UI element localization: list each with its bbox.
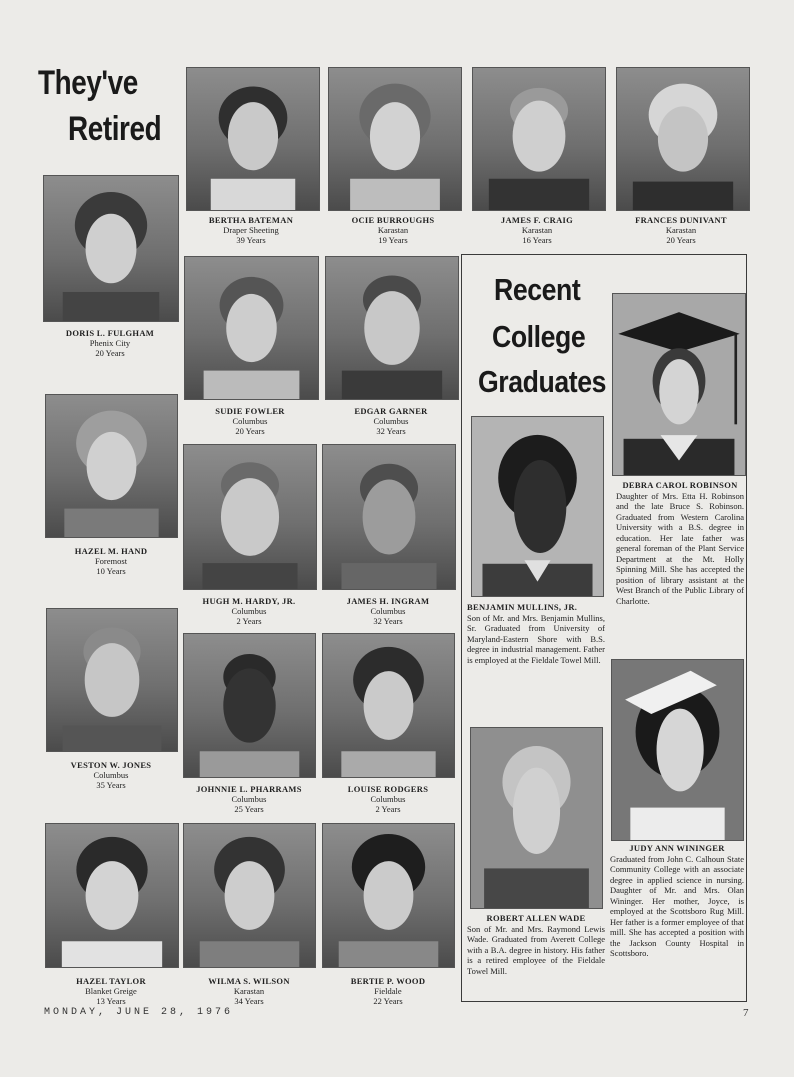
retiree-caption: BERTIE P. WOOD Fieldale 22 Years — [350, 976, 426, 1006]
graduate-name: ROBERT ALLEN WADE — [486, 913, 586, 923]
graduate-bio — [467, 913, 605, 976]
graduate-photo — [471, 416, 604, 597]
retiree-photo — [322, 823, 455, 968]
graduate-photo — [611, 659, 744, 841]
retiree-caption: DORIS L. FULGHAM Phenix City 20 Years — [65, 328, 155, 358]
retiree-photo — [322, 633, 455, 778]
graduates-heading-line1: Recent — [494, 272, 581, 307]
graduate-photo — [612, 293, 746, 476]
retiree-caption: JAMES F. CRAIG Karastan 16 Years — [500, 215, 574, 245]
retiree-caption: BERTHA BATEMAN Draper Sheeting 39 Years — [208, 215, 294, 245]
retiree-caption: HUGH M. HARDY, JR. Columbus 2 Years — [202, 596, 296, 626]
retired-heading-line2: Retired — [68, 110, 162, 148]
retiree-caption: FRANCES DUNIVANT Karastan 20 Years — [635, 215, 727, 245]
retiree-caption: HAZEL M. HAND Foremost 10 Years — [74, 546, 148, 576]
retiree-photo — [472, 67, 606, 211]
retired-heading-line1: They've — [38, 64, 138, 102]
retiree-photo — [184, 256, 319, 400]
retiree-photo — [45, 394, 178, 538]
graduate-name: DEBRA CAROL ROBINSON — [622, 480, 738, 490]
retiree-caption: VESTON W. JONES Columbus 35 Years — [70, 760, 152, 790]
retiree-caption: EDGAR GARNER Columbus 32 Years — [354, 406, 428, 436]
retiree-photo — [328, 67, 462, 211]
retiree-photo — [183, 444, 317, 590]
graduate-photo — [470, 727, 603, 909]
retiree-photo — [325, 256, 459, 400]
retiree-caption: JOHNNIE L. PHARRAMS Columbus 25 Years — [196, 784, 302, 814]
retiree-caption: OCIE BURROUGHS Karastan 19 Years — [351, 215, 435, 245]
retiree-photo — [183, 823, 316, 968]
retiree-photo — [616, 67, 750, 211]
graduates-heading-line2: College — [492, 319, 586, 354]
retiree-caption: JAMES H. INGRAM Columbus 32 Years — [346, 596, 430, 626]
graduate-bio-text: Daughter of Mrs. Etta H. Robinson and the late Bruce S. Robinson. Graduated from Western Carolina University with a B.S. degree in education. Her late father was general foreman of the Plant Service Department at the Mt. Holly Spinning Mill. She has accepted the position of library assistant at the West Branch of the Public Library of Charlotte. — [616, 490, 744, 606]
graduate-bio-text: Graduated from John C. Calhoun State Community College with an associate degree in applied science in nursing. Daughter of Mr. and Mrs. Olan Wininger. Her mother, Joyce, is employed at the Scottsboro Rug Mill. Her father is a former employee of that mill. She has accepted a position with the Jackson County Hospital in Scottsboro. — [610, 853, 744, 958]
graduates-heading-line3: Graduates — [478, 364, 607, 399]
retiree-caption: SUDIE FOWLER Columbus 20 Years — [215, 406, 285, 436]
retiree-photo — [186, 67, 320, 211]
issue-date: MONDAY, JUNE 28, 1976 — [44, 1007, 234, 1018]
graduate-name: JUDY ANN WININGER — [629, 843, 725, 853]
graduate-bio-text: Son of Mr. and Mrs. Raymond Lewis Wade. Graduated from Averett College with a B.A. degree in history. His father is a retired employee of the Fieldale Towel Mill. — [467, 923, 605, 976]
page-number: 7 — [743, 1007, 749, 1019]
retiree-caption: HAZEL TAYLOR Blanket Greige 13 Years — [76, 976, 146, 1006]
graduate-bio-text: Son of Mr. and Mrs. Benjamin Mullins, Sr. Graduated from University of Maryland-Eastern Shore with B.S. degree in industrial management. Father is employed at the Fieldale Towel Mill. — [467, 612, 605, 665]
retiree-photo — [183, 633, 316, 778]
retiree-photo — [46, 608, 178, 752]
retiree-caption: LOUISE RODGERS Columbus 2 Years — [347, 784, 429, 814]
retiree-caption: WILMA S. WILSON Karastan 34 Years — [208, 976, 290, 1006]
retiree-photo — [43, 175, 179, 322]
retiree-photo — [322, 444, 456, 590]
graduate-name: BENJAMIN MULLINS, JR. — [467, 602, 578, 612]
graduate-bio — [467, 602, 605, 665]
retiree-photo — [45, 823, 179, 968]
graduate-bio — [610, 843, 744, 959]
graduate-bio — [616, 480, 744, 606]
